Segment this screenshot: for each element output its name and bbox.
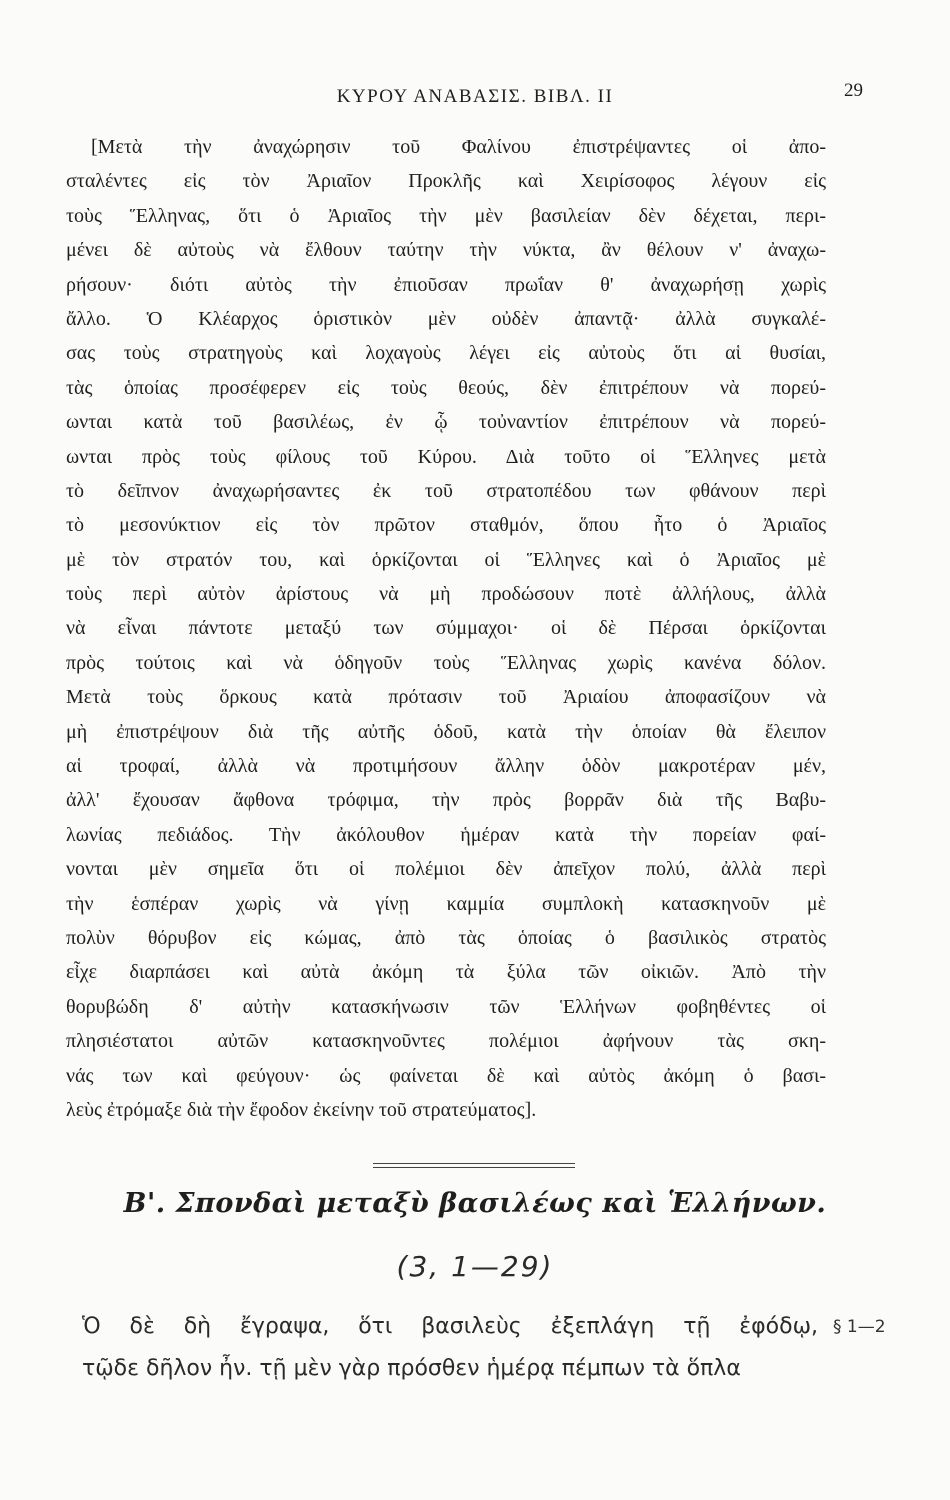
summary-paragraph: [66, 130, 826, 1127]
text-line: νὰ εἶναι πάντοτε μεταξύ των σύμμαχοι· οἱ δὲ Πέρσαι ὁρκίζονται: [66, 617, 826, 640]
text-line: θορυβώδη δ' αὐτὴν κατασκήνωσιν τῶν Ἑλλήνων φοβηθέντες οἱ: [66, 995, 826, 1018]
section-divider: [373, 1163, 575, 1164]
text-line: τοὺς περὶ αὐτὸν ἀρίστους νὰ μὴ προδώσουν ποτὲ ἀλλήλους, ἀλλὰ: [66, 583, 826, 606]
text-line: νάς των καὶ φεύγουν· ὡς φαίνεται δὲ καὶ αὐτὸς ἀκόμη ὁ βασι-: [66, 1064, 826, 1087]
text-line: πλησιέστατοι αὐτῶν κατασκηνοῦντες πολέμιοι ἀφήνουν τὰς σκη-: [66, 1030, 826, 1053]
text-line: πρὸς τούτοις καὶ νὰ ὁδηγοῦν τοὺς Ἕλληνας χωρὶς κανένα δόλον.: [66, 651, 826, 674]
text-line: νονται μὲν σημεῖα ὅτι οἱ πολέμιοι δὲν ἀπεῖχον πολύ, ἀλλὰ περὶ: [66, 858, 826, 881]
text-line: ρήσουν· διότι αὐτὸς τὴν ἐπιοῦσαν πρωΐαν θ' ἀναχωρήσῃ χωρὶς: [66, 273, 826, 296]
margin-section-note: § 1—2: [833, 1317, 886, 1337]
text-line: τοὺς Ἕλληνας, ὅτι ὁ Ἀριαῖος τὴν μὲν βασιλείαν δὲν δέχεται, περι-: [66, 204, 826, 227]
section-reference: (3, 1—29): [396, 1250, 554, 1283]
ancient-greek-text: [82, 1306, 818, 1390]
text-line: σας τοὺς στρατηγοὺς καὶ λοχαγοὺς λέγει εἰς αὐτοὺς ὅτι αἱ θυσίαι,: [66, 342, 826, 365]
text-line: μένει δὲ αὐτοὺς νὰ ἔλθουν ταύτην τὴν νύκτα, ἂν θέλουν ν' ἀναχω-: [66, 239, 826, 262]
text-line: τὴν ἑσπέραν χωρὶς νὰ γίνῃ καμμία συμπλοκὴ κατασκηνοῦν μὲ: [66, 892, 826, 915]
text-line: μὲ τὸν στρατόν του, καὶ ὁρκίζονται οἱ Ἕλληνες καὶ ὁ Ἀριαῖος μὲ: [66, 548, 826, 571]
text-line: λεὺς ἐτρόμαξε διὰ τὴν ἔφοδον ἐκείνην τοῦ στρατεύματος].: [66, 1098, 537, 1121]
text-line: τὰς ὁποίας προσέφερεν εἰς τοὺς θεούς, δὲν ἐπιτρέπουν νὰ πορεύ-: [66, 376, 826, 399]
running-head: ΚΥΡΟΥ ΑΝΑΒΑΣΙΣ. ΒΙΒΛ. ΙΙ: [336, 86, 614, 107]
section-divider: [373, 1167, 575, 1168]
text-line: τὸ μεσονύκτιον εἰς τὸν πρῶτον σταθμόν, ὅπου ἦτο ὁ Ἀριαῖος: [66, 514, 826, 537]
text-line: ωνται κατὰ τοῦ βασιλέως, ἐν ᾧ τοὐναντίον ἐπιτρέπουν νὰ πορεύ-: [66, 411, 826, 434]
text-line: ωνται πρὸς τοὺς φίλους τοῦ Κύρου. Διὰ τοῦτο οἱ Ἕλληνες μετὰ: [66, 445, 826, 468]
text-line: λωνίας πεδιάδος. Τὴν ἀκόλουθον ἡμέραν κατὰ τὴν πορείαν φαί-: [66, 823, 826, 846]
text-line: ἀλλ' ἔχουσαν ἄφθονα τρόφιμα, τὴν πρὸς βορρᾶν διὰ τῆς Βαβυ-: [66, 789, 826, 812]
greek-text-line: Ὁ δὲ δὴ ἔγραψα, ὅτι βασιλεὺς ἐξεπλάγη τῇ ἐφόδῳ,: [82, 1314, 818, 1339]
page-number: 29: [844, 80, 863, 101]
text-line: τὸ δεῖπνον ἀναχωρήσαντες ἐκ τοῦ στρατοπέδου των φθάνουν περὶ: [66, 479, 826, 502]
text-line: σταλέντες εἰς τὸν Ἀριαῖον Προκλῆς καὶ Χειρίσοφος λέγουν εἰς: [66, 170, 826, 193]
text-line: εἶχε διαρπάσει καὶ αὐτὰ ἀκόμη τὰ ξύλα τῶν οἰκιῶν. Ἀπὸ τὴν: [66, 961, 826, 984]
text-line: Μετὰ τοὺς ὅρκους κατὰ πρότασιν τοῦ Ἀριαίου ἀποφασίζουν νὰ: [66, 686, 826, 709]
greek-text-line: τῷδε δῆλον ἦν. τῇ μὲν γὰρ πρόσθεν ἡμέρᾳ πέμπων τὰ ὅπλα: [82, 1356, 741, 1381]
text-line: πολὺν θόρυβον εἰς κώμας, ἀπὸ τὰς ὁποίας ὁ βασιλικὸς στρατὸς: [66, 926, 826, 949]
section-title: Β'. Σπονδαὶ μεταξὺ βασιλέως καὶ Ἑλλήνων.: [123, 1188, 827, 1219]
text-line: αἱ τροφαί, ἀλλὰ νὰ προτιμήσουν ἄλλην ὁδὸν μακροτέραν μέν,: [66, 755, 826, 778]
text-line: [Μετὰ τὴν ἀναχώρησιν τοῦ Φαλίνου ἐπιστρέψαντες οἱ ἀπο-: [91, 136, 826, 158]
text-line: μὴ ἐπιστρέψουν διὰ τῆς αὐτῆς ὁδοῦ, κατὰ τὴν ὁποίαν θὰ ἔλειπον: [66, 720, 826, 743]
text-line: ἄλλο. Ὁ Κλέαρχος ὁριστικὸν μὲν οὐδὲν ἀπαντᾷ· ἀλλὰ συγκαλέ-: [66, 307, 826, 330]
